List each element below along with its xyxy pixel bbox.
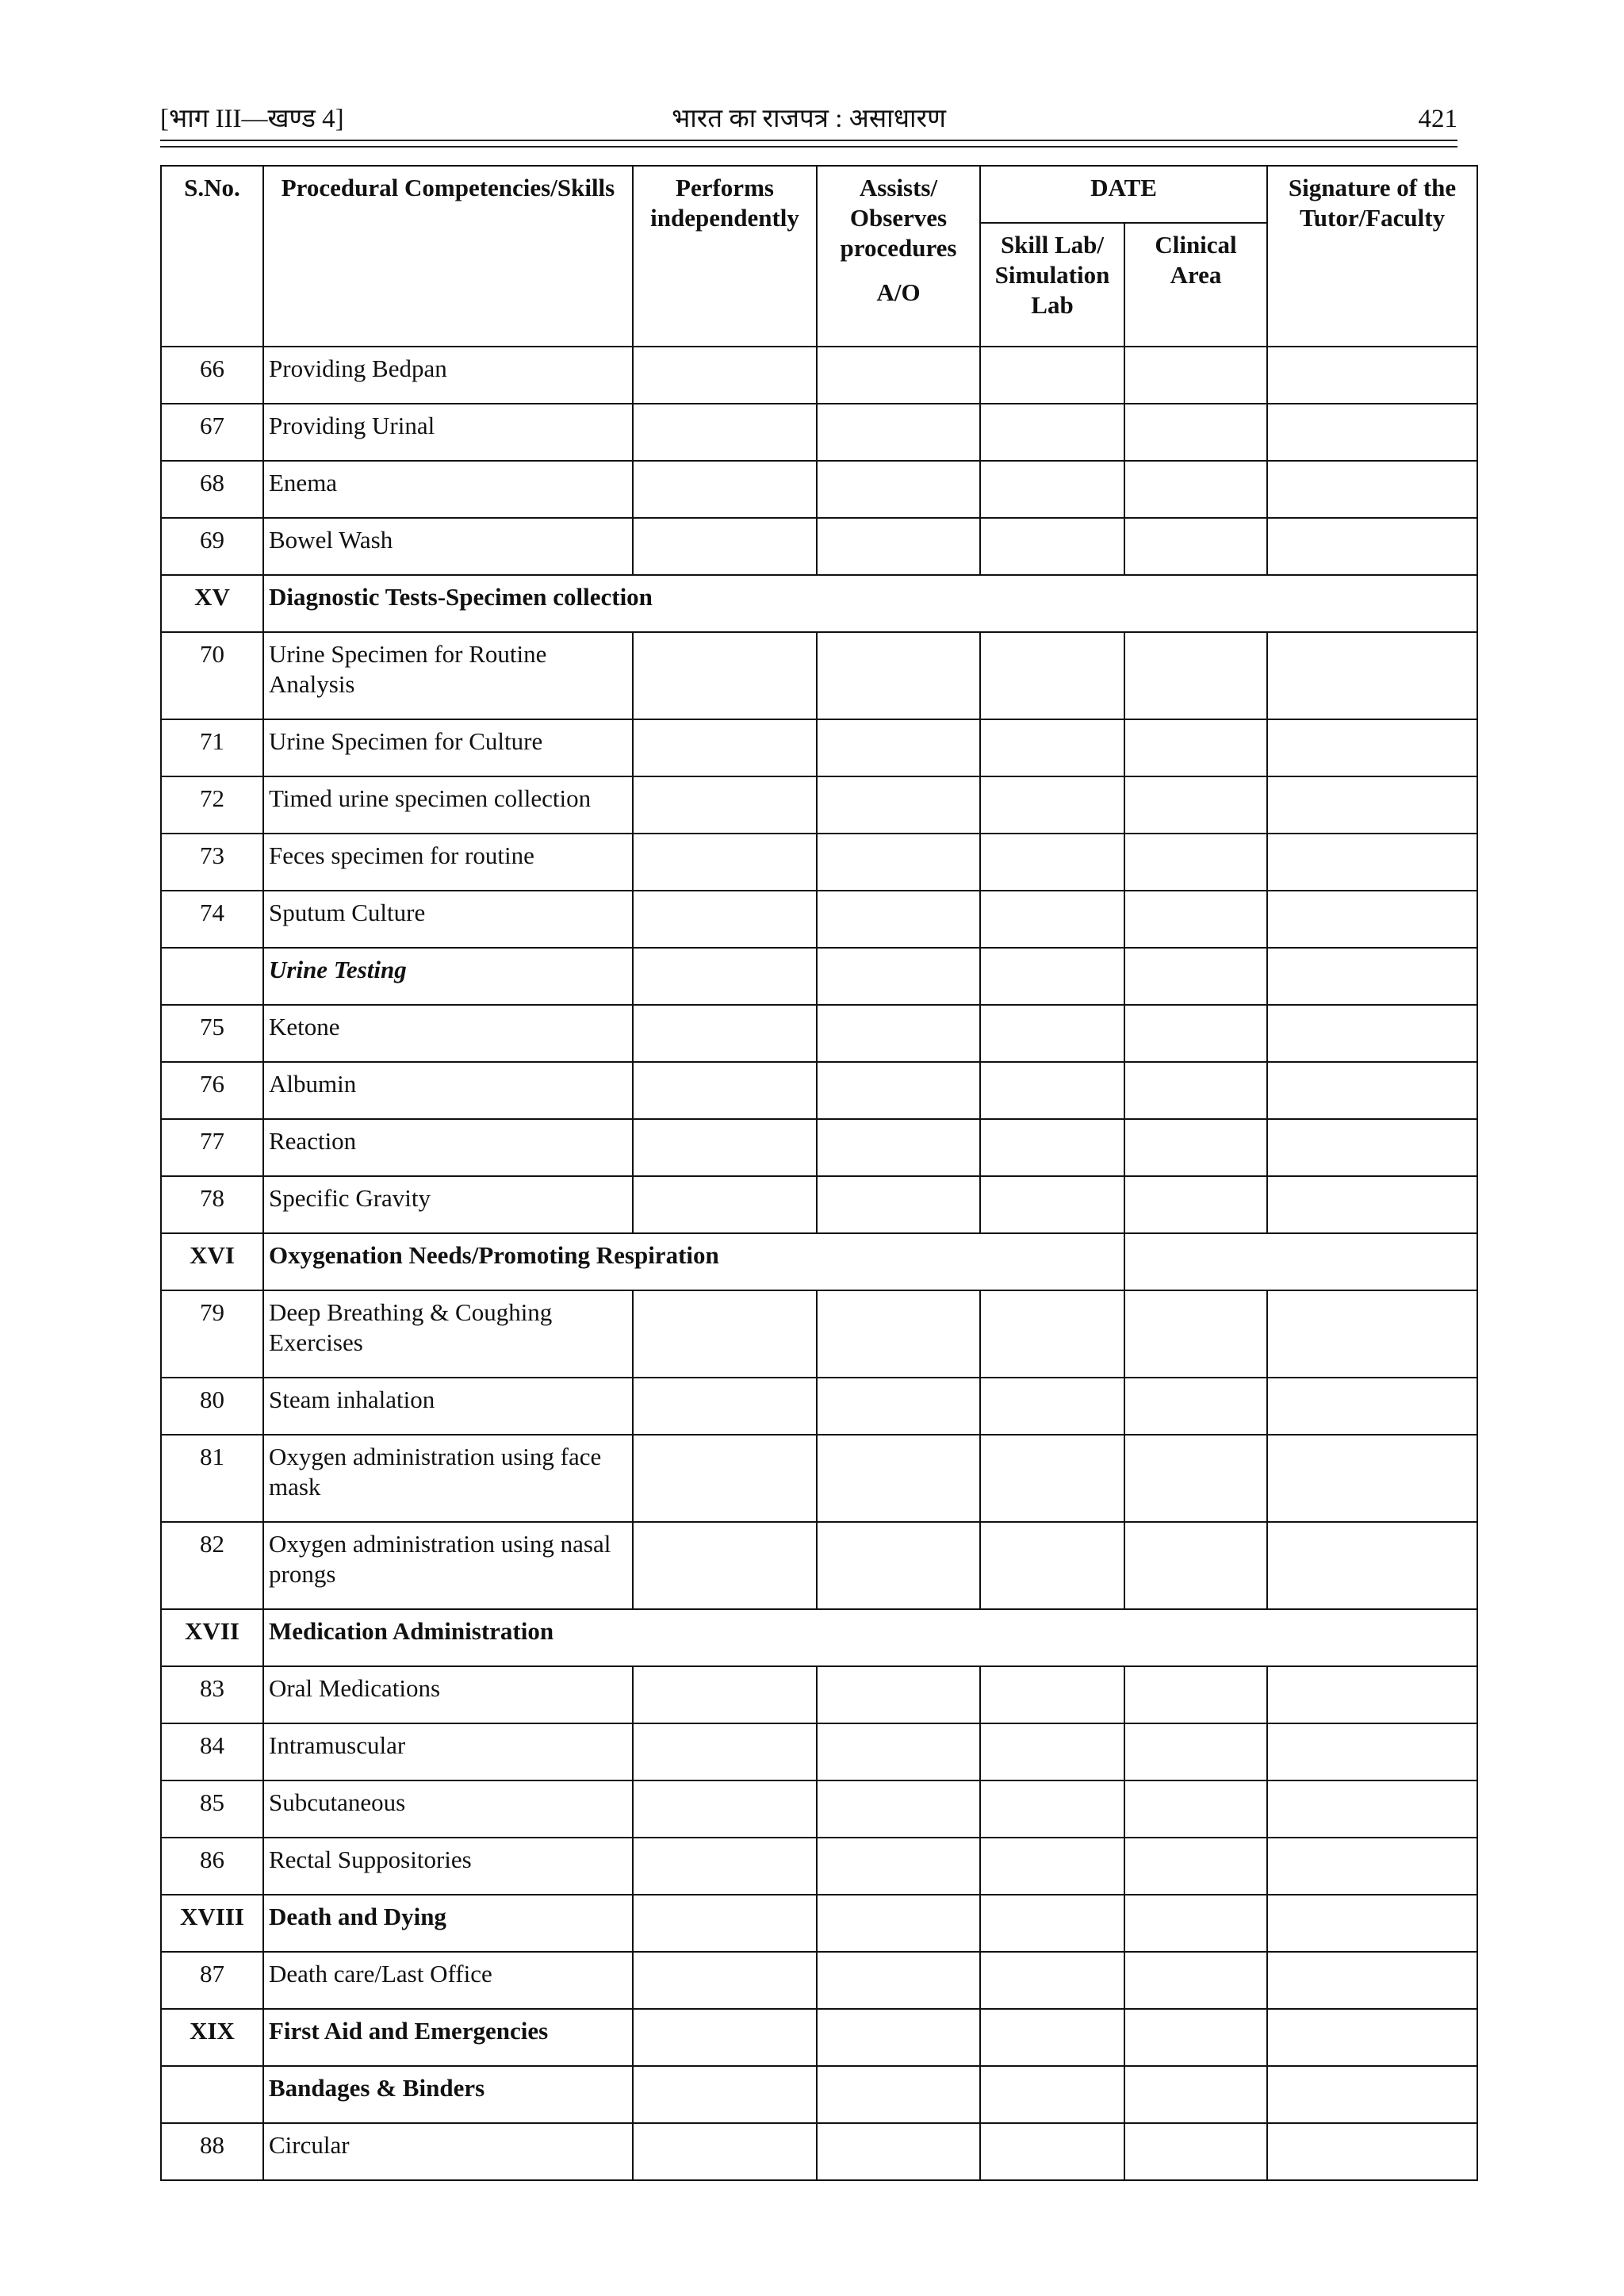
performs-cell [633,1176,817,1233]
clinical-cell [1124,1666,1267,1723]
table-row [161,1723,1477,1780]
assists-cell [817,1895,980,1952]
skill-lab-cell [980,776,1124,834]
signature-cell [1267,404,1477,461]
assists-cell [817,1780,980,1838]
assists-cell [817,1723,980,1780]
performs-cell [633,1723,817,1780]
sno-cell: 78 [161,1176,263,1233]
performs-cell [633,518,817,575]
clinical-cell [1124,1838,1267,1895]
table-row [161,1838,1477,1895]
sno-cell: 83 [161,1666,263,1723]
sno-cell [161,948,263,1005]
clinical-cell [1124,1378,1267,1435]
skill-lab-cell [980,2123,1124,2180]
signature-cell [1267,1176,1477,1233]
header-publication-title: भारत का राजपत्र : असाधारण [672,105,946,133]
signature-cell [1267,461,1477,518]
skill-lab-cell [980,1176,1124,1233]
assists-cell [817,1176,980,1233]
subheading-title: Bandages & Binders [263,2066,633,2123]
skill-cell: Reaction [263,1119,633,1176]
skill-cell: Feces specimen for routine [263,834,633,891]
clinical-cell [1124,1522,1267,1609]
table-row [161,1119,1477,1176]
signature-cell [1267,1522,1477,1609]
assists-cell [817,719,980,776]
performs-cell [633,1522,817,1609]
section-row [161,575,1477,632]
signature-cell [1267,891,1477,948]
performs-cell [633,834,817,891]
skill-lab-cell [980,1838,1124,1895]
performs-cell [633,1378,817,1435]
clinical-cell [1124,1290,1267,1378]
assists-cell [817,461,980,518]
performs-cell [633,1062,817,1119]
signature-cell [1267,948,1477,1005]
skill-lab-cell [980,834,1124,891]
skill-lab-cell [980,1723,1124,1780]
assists-cell [817,347,980,404]
clinical-cell [1124,632,1267,719]
signature-cell [1267,2123,1477,2180]
assists-cell [817,834,980,891]
col-performs-header: Performs independently [633,166,817,347]
sno-cell: 73 [161,834,263,891]
signature-cell [1267,1005,1477,1062]
page-number: 421 [1418,105,1457,133]
performs-cell [633,2066,817,2123]
signature-cell [1267,1952,1477,2009]
table-row [161,347,1477,404]
signature-cell [1267,2066,1477,2123]
assists-cell [817,1838,980,1895]
header-rule-bottom [160,146,1457,148]
col-signature-header: Signature of the Tutor/Faculty [1267,166,1477,347]
clinical-cell [1124,719,1267,776]
performs-cell [633,2009,817,2066]
performs-cell [633,1290,817,1378]
sno-cell: 85 [161,1780,263,1838]
clinical-cell [1124,834,1267,891]
subheading-row [161,948,1477,1005]
assists-cell [817,404,980,461]
sno-cell: 72 [161,776,263,834]
col-sno-header: S.No. [161,166,263,347]
skill-cell: Bowel Wash [263,518,633,575]
table-row [161,2123,1477,2180]
header-section-label: [भाग III—खण्ड 4] [160,105,344,133]
sno-cell [161,2066,263,2123]
assists-cell [817,1522,980,1609]
performs-cell [633,1666,817,1723]
sno-cell: 75 [161,1005,263,1062]
performs-cell [633,1838,817,1895]
signature-cell [1267,1838,1477,1895]
clinical-cell [1124,347,1267,404]
assists-cell [817,1062,980,1119]
assists-cell [817,1378,980,1435]
table-row [161,719,1477,776]
performs-cell [633,404,817,461]
skill-cell: Albumin [263,1062,633,1119]
clinical-cell [1124,1119,1267,1176]
signature-cell [1267,719,1477,776]
table-row [161,1666,1477,1723]
skill-lab-cell [980,1522,1124,1609]
skill-cell: Deep Breathing & Coughing Exercises [263,1290,633,1378]
assists-cell [817,1952,980,2009]
col-skill-lab-header: Skill Lab/ Simulation Lab [980,223,1124,347]
assists-cell [817,1290,980,1378]
section-number: XIX [161,2009,263,2066]
assists-cell [817,2123,980,2180]
signature-cell [1267,2009,1477,2066]
table-row [161,461,1477,518]
assists-cell [817,632,980,719]
skill-lab-cell [980,891,1124,948]
skill-lab-cell [980,1005,1124,1062]
sno-cell: 74 [161,891,263,948]
sno-cell: 80 [161,1378,263,1435]
clinical-cell [1124,461,1267,518]
subheading-row [161,2066,1477,2123]
assists-cell [817,1666,980,1723]
col-skills-header: Procedural Competencies/Skills [263,166,633,347]
table-row [161,632,1477,719]
clinical-cell [1124,2123,1267,2180]
sno-cell: 69 [161,518,263,575]
performs-cell [633,776,817,834]
sno-cell: 71 [161,719,263,776]
table-row [161,1290,1477,1378]
skill-cell: Sputum Culture [263,891,633,948]
sno-cell: 76 [161,1062,263,1119]
performs-cell [633,719,817,776]
signature-cell [1267,776,1477,834]
performs-cell [633,1780,817,1838]
sno-cell: 66 [161,347,263,404]
table-row [161,1522,1477,1609]
skill-lab-cell [980,1062,1124,1119]
assists-cell [817,891,980,948]
section-title: Oxygenation Needs/Promoting Respiration [263,1233,1124,1290]
signature-cell [1267,1378,1477,1435]
assists-cell [817,776,980,834]
signature-cell [1267,834,1477,891]
skill-cell: Urine Specimen for Routine Analysis [263,632,633,719]
skill-cell: Enema [263,461,633,518]
table-row [161,834,1477,891]
table-row [161,404,1477,461]
header-rule-top [160,140,1457,141]
performs-cell [633,461,817,518]
assists-cell [817,1005,980,1062]
signature-cell [1267,1290,1477,1378]
table-row [161,891,1477,948]
signature-cell [1267,1435,1477,1522]
signature-cell [1267,1666,1477,1723]
signature-cell [1267,1895,1477,1952]
assists-cell [817,1119,980,1176]
assists-cell [817,948,980,1005]
performs-cell [633,948,817,1005]
performs-cell [633,891,817,948]
signature-cell [1267,1062,1477,1119]
sno-cell: 88 [161,2123,263,2180]
skill-lab-cell [980,1378,1124,1435]
skill-lab-cell [980,1119,1124,1176]
performs-cell [633,1005,817,1062]
table-row [161,1062,1477,1119]
competency-table [160,165,1478,2181]
clinical-cell [1124,1435,1267,1522]
signature-cell [1267,1119,1477,1176]
clinical-cell [1124,518,1267,575]
skill-lab-cell [980,1290,1124,1378]
col-assists-label: Assists/ Observes procedures [840,174,957,262]
skill-cell: Circular [263,2123,633,2180]
col-clinical-header: Clinical Area [1124,223,1267,347]
sno-cell: 81 [161,1435,263,1522]
subheading-title: Urine Testing [263,948,633,1005]
clinical-cell [1124,1062,1267,1119]
performs-cell [633,347,817,404]
assists-cell [817,518,980,575]
skill-lab-cell [980,1895,1124,1952]
table-row [161,1780,1477,1838]
skill-cell: Specific Gravity [263,1176,633,1233]
skill-cell: Providing Bedpan [263,347,633,404]
performs-cell [633,1435,817,1522]
clinical-cell [1124,2066,1267,2123]
section-row [161,2009,1477,2066]
skill-lab-cell [980,347,1124,404]
col-assists-header [817,166,980,347]
clinical-cell [1124,948,1267,1005]
clinical-cell [1124,1005,1267,1062]
performs-cell [633,2123,817,2180]
skill-lab-cell [980,2066,1124,2123]
table-row [161,1005,1477,1062]
performs-cell [633,1895,817,1952]
signature-cell [1267,632,1477,719]
skill-lab-cell [980,719,1124,776]
section-number: XVIII [161,1895,263,1952]
clinical-cell [1124,1723,1267,1780]
sno-cell: 82 [161,1522,263,1609]
clinical-cell [1124,1176,1267,1233]
skill-lab-cell [980,948,1124,1005]
assists-cell [817,2009,980,2066]
section-number: XVI [161,1233,263,1290]
performs-cell [633,632,817,719]
sno-cell: 87 [161,1952,263,2009]
signature-cell [1267,518,1477,575]
page-header [160,102,1457,141]
sno-cell: 77 [161,1119,263,1176]
col-assists-code: A/O [876,278,921,306]
skill-cell: Rectal Suppositories [263,1838,633,1895]
skill-lab-cell [980,404,1124,461]
table-row [161,776,1477,834]
sno-cell: 84 [161,1723,263,1780]
skill-cell: Urine Specimen for Culture [263,719,633,776]
clinical-cell [1124,891,1267,948]
table-row [161,1176,1477,1233]
sno-cell: 86 [161,1838,263,1895]
clinical-cell [1124,1895,1267,1952]
section-row [161,1895,1477,1952]
skill-cell: Timed urine specimen collection [263,776,633,834]
skill-cell: Oxygen administration using face mask [263,1435,633,1522]
table-row [161,1952,1477,2009]
skill-cell: Ketone [263,1005,633,1062]
col-date-header: DATE [980,166,1267,223]
section-row [161,1609,1477,1666]
assists-cell [817,1435,980,1522]
skill-cell: Oxygen administration using nasal prongs [263,1522,633,1609]
performs-cell [633,1952,817,2009]
clinical-cell [1124,776,1267,834]
table-row [161,1435,1477,1522]
skill-cell: Steam inhalation [263,1378,633,1435]
skill-cell: Oral Medications [263,1666,633,1723]
skill-lab-cell [980,632,1124,719]
skill-lab-cell [980,1435,1124,1522]
skill-lab-cell [980,1666,1124,1723]
skill-lab-cell [980,518,1124,575]
table-row [161,1378,1477,1435]
section-number: XVII [161,1609,263,1666]
section-blank-cell [1124,1233,1477,1290]
section-title: Death and Dying [263,1895,633,1952]
clinical-cell [1124,404,1267,461]
sno-cell: 70 [161,632,263,719]
sno-cell: 67 [161,404,263,461]
section-number: XV [161,575,263,632]
section-title: Diagnostic Tests-Specimen collection [263,575,1477,632]
skill-lab-cell [980,2009,1124,2066]
clinical-cell [1124,1952,1267,2009]
sno-cell: 79 [161,1290,263,1378]
table-row [161,518,1477,575]
section-title: Medication Administration [263,1609,1477,1666]
performs-cell [633,1119,817,1176]
skill-cell: Providing Urinal [263,404,633,461]
clinical-cell [1124,1780,1267,1838]
signature-cell [1267,1723,1477,1780]
section-title: First Aid and Emergencies [263,2009,633,2066]
sno-cell: 68 [161,461,263,518]
skill-lab-cell [980,1952,1124,2009]
skill-lab-cell [980,461,1124,518]
skill-cell: Intramuscular [263,1723,633,1780]
assists-cell [817,2066,980,2123]
table-header-row [161,166,1477,223]
signature-cell [1267,347,1477,404]
skill-cell: Subcutaneous [263,1780,633,1838]
skill-cell: Death care/Last Office [263,1952,633,2009]
clinical-cell [1124,2009,1267,2066]
section-row [161,1233,1477,1290]
signature-cell [1267,1780,1477,1838]
skill-lab-cell [980,1780,1124,1838]
